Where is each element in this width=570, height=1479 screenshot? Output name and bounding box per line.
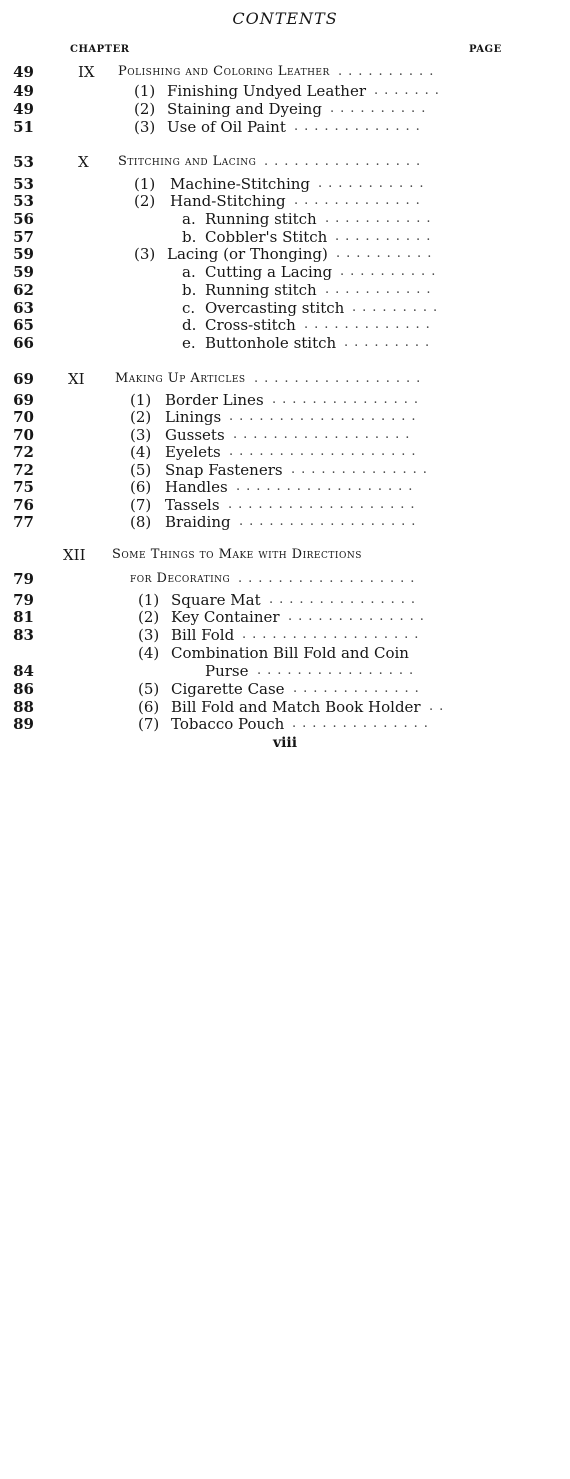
entry-title: for Decorating [130,571,231,586]
entry-number: (4) [138,644,160,662]
dot-leader: ........... [325,211,437,226]
page-ref: 88 [13,698,34,716]
page-ref: 70 [13,408,34,426]
toc-entry [0,591,570,609]
dot-leader: ............. [294,193,426,208]
page-ref: 49 [13,100,34,118]
entry-number: c. [182,299,196,317]
page-ref: 49 [13,63,34,81]
entry-title: Overcasting stitch [205,299,345,317]
entry-number: (8) [130,513,152,531]
dot-leader: .......... [338,64,440,79]
page-ref: 59 [13,245,34,263]
chapter-title: Polishing and Coloring Leather [118,64,330,79]
page-ref: 53 [13,153,34,171]
dot-leader: ............. [293,681,425,696]
dot-leader: .............. [288,609,430,624]
page-ref: 56 [13,210,34,228]
page-ref: 69 [13,391,34,409]
dot-leader: .............. [292,716,434,731]
page-ref: 59 [13,263,34,281]
entry-title: Cross-stitch [205,316,296,334]
toc-entry [0,228,570,246]
page-ref: 86 [13,680,34,698]
toc-entry [0,63,570,81]
entry-title: Snap Fasteners [165,461,283,479]
page-ref: 49 [13,82,34,100]
chapter-title: Stitching and Lacing [118,154,257,169]
entry-number: (3) [134,118,156,136]
dot-leader: .................. [238,571,421,586]
dot-leader: .................. [242,627,425,642]
toc-entry [0,546,570,564]
entry-title: Buttonhole stitch [205,334,337,352]
entry-number: (1) [138,591,160,609]
entry-number: (3) [138,626,160,644]
page-ref: 72 [13,443,34,461]
toc-entry [0,644,570,662]
toc-entry [0,461,570,479]
dot-leader: .................. [239,514,422,529]
entry-number: b. [182,281,197,299]
page-ref: 63 [13,299,34,317]
entry-title: Linings [165,408,222,426]
page-title: CONTENTS [232,9,338,28]
toc-entry [0,192,570,210]
dot-leader: ......... [352,300,444,315]
page-ref: 70 [13,426,34,444]
entry-title: Border Lines [165,391,264,409]
page-ref: 51 [13,118,34,136]
entry-number: (7) [138,715,160,733]
toc-entry [0,698,570,716]
entry-title: Running stitch [205,210,317,228]
toc-entry [0,100,570,118]
entry-title: Hand-Stitching [170,192,286,210]
entry-number: a. [182,210,196,228]
chapter-number: X [78,153,89,171]
entry-title: Lacing (or Thonging) [167,245,328,263]
page-ref: 72 [13,461,34,479]
dot-leader: ................ [264,154,427,169]
entry-title: Tassels [165,496,220,514]
entry-number: (3) [134,245,156,263]
dot-leader: ................... [229,409,422,424]
dot-leader: .......... [335,229,437,244]
toc-entry [0,153,570,171]
toc-entry [0,334,570,352]
toc-entry [0,370,570,388]
entry-title: Combination Bill Fold and Coin [171,644,409,662]
entry-title: Gussets [165,426,225,444]
toc-entry [0,496,570,514]
page-ref: 79 [13,570,34,588]
entry-number: (1) [134,82,156,100]
toc-entry [0,82,570,100]
chapter-title: Some Things to Make with Directions [112,547,362,562]
entry-title: Machine-Stitching [170,175,311,193]
page-ref: 65 [13,316,34,334]
dot-leader: ................... [228,497,421,512]
page-ref: 89 [13,715,34,733]
entry-title: Bill Fold [171,626,235,644]
entry-title: Handles [165,478,228,496]
page-ref: 83 [13,626,34,644]
page-number: viii [272,735,298,751]
dot-leader: ........... [325,282,437,297]
dot-leader: ............... [269,592,421,607]
entry-number: (2) [138,608,160,626]
entry-title: Braiding [165,513,231,531]
entry-number: (7) [130,496,152,514]
toc-entry [0,426,570,444]
dot-leader: .......... [336,246,438,261]
dot-leader: .. [429,699,450,714]
dot-leader: ........... [318,176,430,191]
toc-entry [0,443,570,461]
dot-leader: .......... [330,101,432,116]
entry-title: Purse [205,662,249,680]
page-ref: 66 [13,334,34,352]
page-ref: 69 [13,370,34,388]
entry-title: Bill Fold and Match Book Holder [171,698,421,716]
page-column-heading: PAGE [469,44,502,55]
toc-entry [0,608,570,626]
dot-leader: ................... [229,444,422,459]
entry-number: (6) [130,478,152,496]
chapter-number: XI [68,370,85,388]
toc-entry [0,316,570,334]
toc-entry [0,662,570,680]
entry-number: b. [182,228,197,246]
page-ref: 75 [13,478,34,496]
entry-title: Cutting a Lacing [205,263,333,281]
entry-title: Key Container [171,608,280,626]
entry-title: Cigarette Case [171,680,285,698]
dot-leader: ............... [272,392,424,407]
entry-number: (2) [130,408,152,426]
entry-number: (4) [130,443,152,461]
entry-number: (2) [134,192,156,210]
toc-entry [0,478,570,496]
toc-entry [0,626,570,644]
entry-title: Running stitch [205,281,317,299]
page-ref: 53 [13,175,34,193]
entry-number: d. [182,316,197,334]
entry-number: a. [182,263,196,281]
entry-title: Square Mat [171,591,261,609]
dot-leader: .................. [236,479,419,494]
dot-leader: ................ [257,663,420,678]
dot-leader: .......... [340,264,442,279]
entry-number: (5) [138,680,160,698]
entry-title: Eyelets [165,443,221,461]
page-ref: 62 [13,281,34,299]
toc-entry [0,715,570,733]
toc-entry [0,210,570,228]
dot-leader: ............. [294,119,426,134]
toc-entry [0,680,570,698]
page-ref: 57 [13,228,34,246]
chapter-number: IX [78,63,95,81]
toc-entry [0,391,570,409]
page-ref: 77 [13,513,34,531]
entry-title: Use of Oil Paint [167,118,286,136]
entry-title: Cobbler's Stitch [205,228,328,246]
chapter-number: XII [63,546,86,564]
entry-title: Finishing Undyed Leather [167,82,366,100]
dot-leader: .................. [233,427,416,442]
chapter-column-heading: CHAPTER [70,44,130,55]
entry-title: Staining and Dyeing [167,100,322,118]
page-ref: 53 [13,192,34,210]
entry-number: (6) [138,698,160,716]
toc-entry [0,281,570,299]
dot-leader: .............. [291,462,433,477]
toc-entry [0,570,570,588]
entry-title: Tobacco Pouch [171,715,285,733]
toc-entry [0,245,570,263]
chapter-title: Making Up Articles [115,371,246,386]
entry-number: e. [182,334,196,352]
toc-entry [0,299,570,317]
page-ref: 81 [13,608,34,626]
toc-entry [0,408,570,426]
toc-entry [0,513,570,531]
entry-number: (5) [130,461,152,479]
dot-leader: ................. [254,371,427,386]
page-ref: 84 [13,662,34,680]
toc-entry [0,118,570,136]
page-ref: 79 [13,591,34,609]
page-ref: 76 [13,496,34,514]
dot-leader: ............. [304,317,436,332]
toc-entry [0,175,570,193]
entry-number: (3) [130,426,152,444]
toc-entry [0,263,570,281]
dot-leader: ....... [374,83,445,98]
entry-number: (1) [130,391,152,409]
dot-leader: ......... [344,335,436,350]
entry-number: (2) [134,100,156,118]
entry-number: (1) [134,175,156,193]
